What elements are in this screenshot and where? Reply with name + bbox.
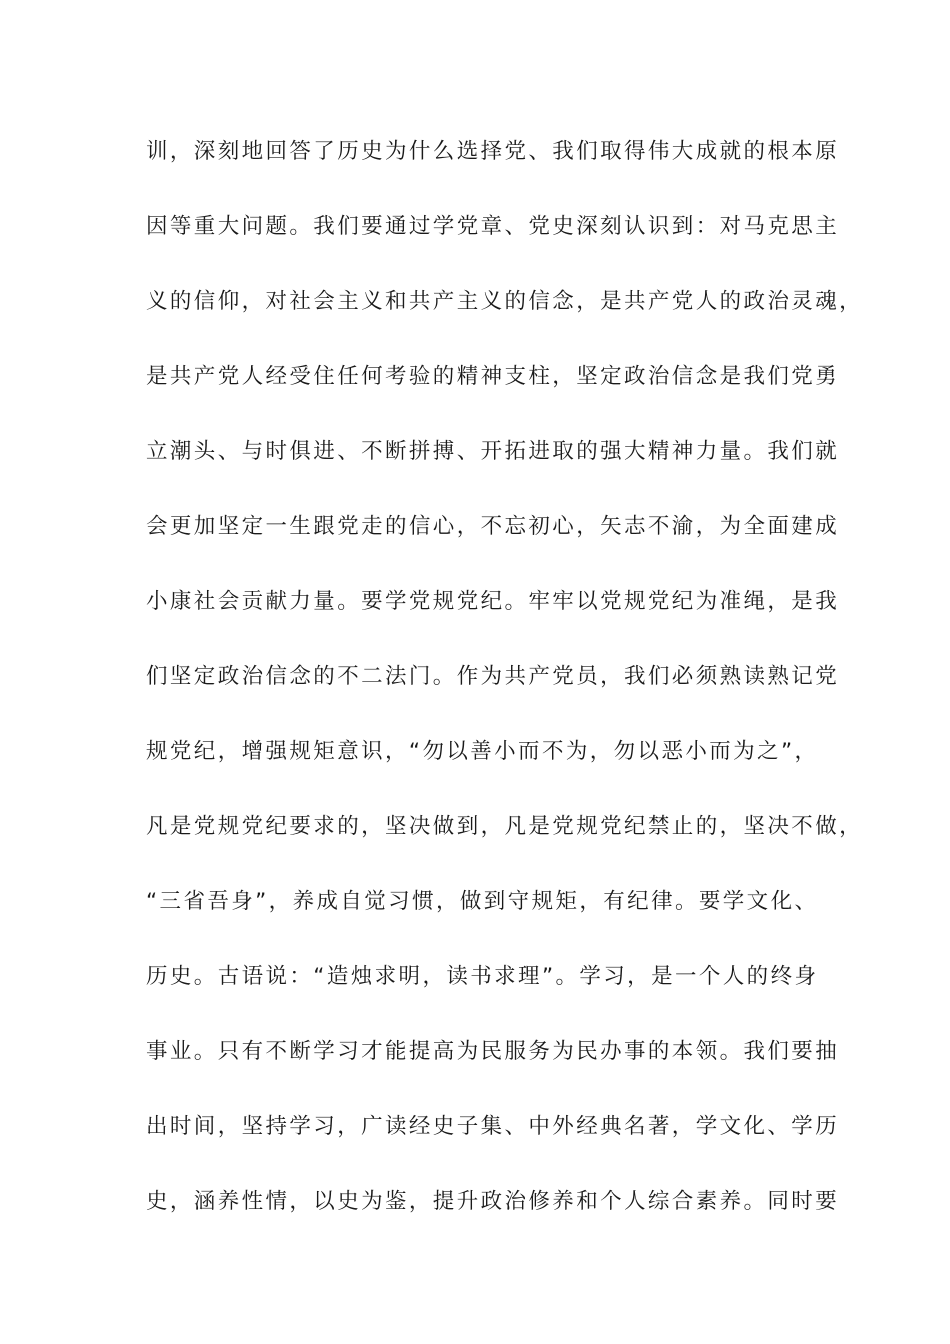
text-line-6: 会更加坚定一生跟党走的信心，不忘初心，矢志不渝，为全面建成 [146,514,840,539]
text-line-12: 历史。古语说：“造烛求明，读书求理”。学习，是一个人的终身 [146,964,819,989]
text-line-5: 立潮头、与时俱进、不断拼搏、开拓进取的强大精神力量。我们就 [146,439,840,464]
text-line-14: 出时间，坚持学习，广读经史子集、中外经典名著，学文化、学历 [146,1114,840,1139]
text-line-11: “三省吾身”，养成自觉习惯，做到守规矩，有纪律。要学文化、 [146,889,819,914]
text-line-3: 义的信仰，对社会主义和共产主义的信念，是共产党人的政治灵魂， [146,289,864,314]
text-line-7: 小康社会贡献力量。要学党规党纪。牢牢以党规党纪为准绳，是我 [146,589,840,614]
text-line-1: 训，深刻地回答了历史为什么选择党、我们取得伟大成就的根本原 [146,139,840,164]
text-line-8: 们坚定政治信念的不二法门。作为共产党员，我们必须熟读熟记党 [146,664,840,689]
text-line-10: 凡是党规党纪要求的，坚决做到，凡是党规党纪禁止的，坚决不做， [146,814,864,839]
text-line-2: 因等重大问题。我们要通过学党章、党史深刻认识到：对马克思主 [146,214,840,239]
text-line-13: 事业。只有不断学习才能提高为民服务为民办事的本领。我们要抽 [146,1039,840,1064]
text-line-4: 是共产党人经受住任何考验的精神支柱，坚定政治信念是我们党勇 [146,364,840,389]
text-line-9: 规党纪，增强规矩意识，“勿以善小而不为，勿以恶小而为之”， [146,739,819,764]
text-line-15: 史，涵养性情，以史为鉴，提升政治修养和个人综合素养。同时要 [146,1189,840,1214]
body-text [146,126,864,1251]
